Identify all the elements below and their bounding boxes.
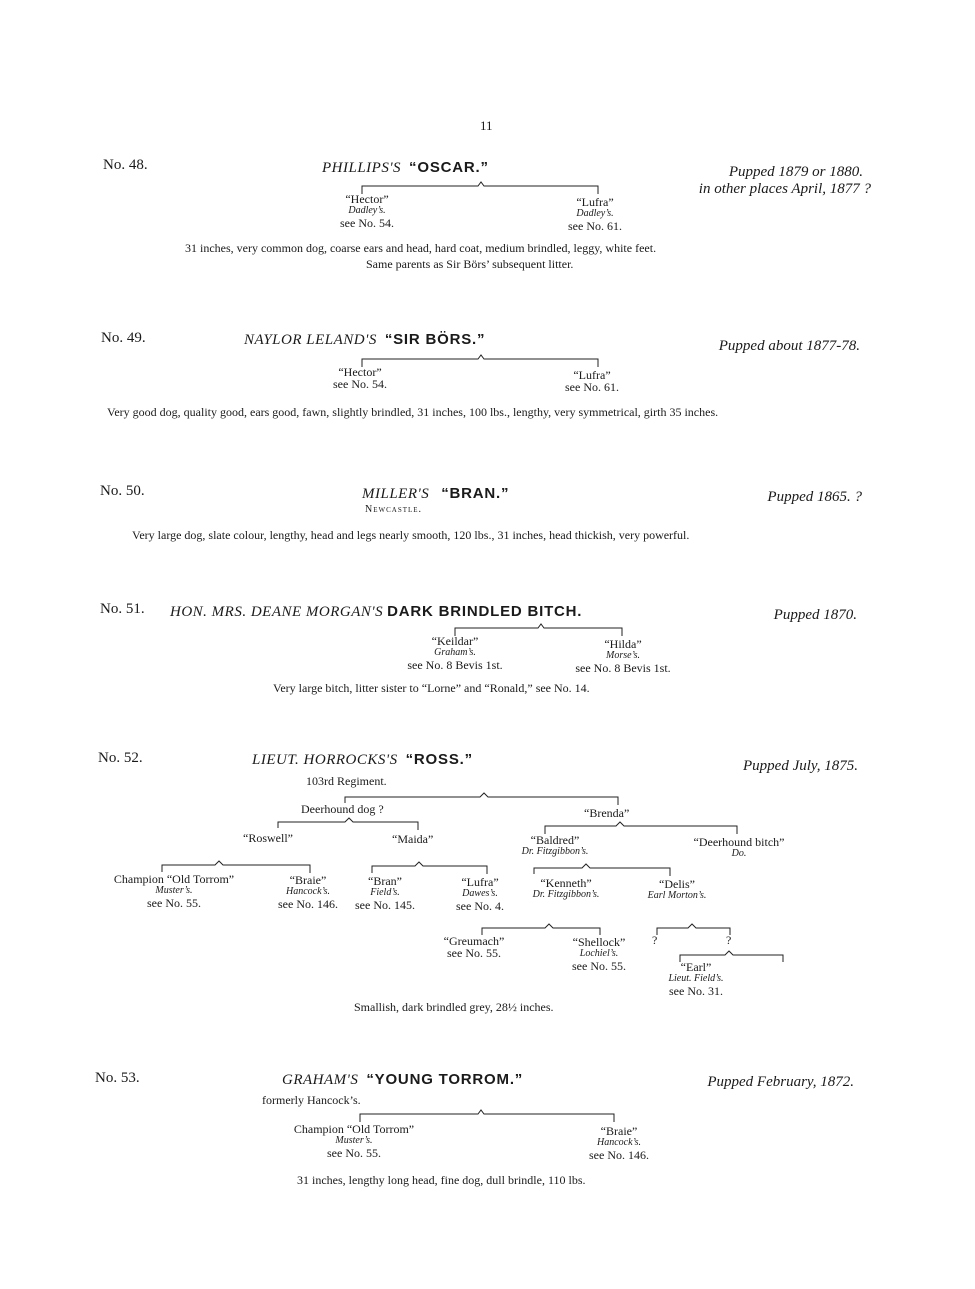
entry-51-dam-breeder: Morse’s. [606,650,640,661]
entry-48-sire-name: “Hector” [345,192,389,206]
entry-52-earl-breeder: Lieut. Field’s. [668,973,724,984]
entry-49-number: No. 49. [101,330,146,346]
entry-52-old-torrom-ref: see No. 55. [147,896,201,910]
entry-49-sire-ref: see No. 54. [333,377,387,391]
entry-53-dam [578,1125,660,1161]
entry-52-lufra-name: “Lufra” [461,875,499,889]
entry-48-sire-ref: see No. 54. [340,216,394,230]
entry-53-dam-name: “Braie” [600,1124,638,1138]
entry-52-delis-breeder: Earl Morton’s. [647,890,707,901]
brace-52-maida [372,862,487,874]
entry-49-description: Very good dog, quality good, ears good, fawn, slightly brindled, 31 inches, 100 lbs., lengthy, very symmetrical, girth 35 inches. [107,405,719,419]
entry-48-dam-name: “Lufra” [576,195,614,209]
brace-52-delis [657,924,730,935]
entry-49-title [244,331,485,349]
entry-52-baldred-breeder: Dr. Fitzgibbon’s. [521,846,589,857]
entry-48-description: 31 inches, very common dog, coarse ears and head, hard coat, medium brindled, leggy, white feet. [185,241,657,255]
entry-52-brenda: “Brenda” [584,806,630,820]
entry-53-formerly: formerly Hancock’s. [262,1093,361,1107]
entry-51-dam-ref: see No. 8 Bevis 1st. [575,661,671,675]
entry-48-dog-name: “OSCAR.” [409,159,489,176]
entry-52-delis [632,878,722,902]
entry-51-pupped: Pupped 1870. [773,607,857,623]
entry-52-shellock [560,936,638,972]
entry-52-lufra-breeder: Dawes’s. [462,888,498,899]
entry-52-bran-name: “Bran” [368,874,402,888]
entry-48-pupped: Pupped 1879 or 1880. [728,164,863,180]
entry-52-baldred [500,834,610,858]
entry-49-dam-name: “Lufra” [573,368,611,382]
entry-53-dam-ref: see No. 146. [589,1148,649,1162]
entry-52-kenneth-name: “Kenneth” [540,876,592,890]
entry-53-sire-breeder: Muster’s. [335,1135,373,1146]
entry-50-dog-name: “BRAN.” [441,485,510,502]
page-number: 11 [480,118,493,133]
entry-52-earl [650,961,742,997]
entry-53-owner: GRAHAM'S [282,1072,359,1088]
entry-52-kenneth [516,877,616,901]
entry-52-lufra [445,876,515,912]
entry-50-place: Newcastle. [365,504,423,515]
entry-53-dog-name: “YOUNG TORROM.” [366,1071,524,1088]
entry-49-pupped: Pupped about 1877-78. [718,338,860,354]
entry-52-title [252,751,473,769]
entry-52-bran-breeder: Field’s. [370,887,400,898]
entry-52-regiment: 103rd Regiment. [306,774,387,788]
entry-52-greumach-name: “Greumach” [443,934,505,948]
entry-48-dam [550,196,640,232]
entry-49-dam-ref: see No. 61. [565,380,619,394]
entry-52-braie [268,874,348,910]
entry-52-baldred-name: “Baldred” [530,833,580,847]
entry-49-sire-name: “Hector” [338,365,382,379]
entry-51-owner: HON. MRS. DEANE MORGAN'S [170,604,384,620]
entry-50-owner: MILLER'S [362,486,430,502]
entry-50-title [362,485,509,503]
entry-52-owner: LIEUT. HORROCKS'S [252,752,398,768]
entry-52-old-torrom-name: “Old Torrom” [166,872,235,886]
entry-52-deerhound-bitch [676,836,802,860]
entry-52-bran [348,875,422,911]
entry-49-dog-name: “SIR BÖRS.” [384,331,486,348]
entry-51-number: No. 51. [100,601,145,617]
entry-51-sire-ref: see No. 8 Bevis 1st. [407,658,503,672]
entry-52-pupped: Pupped July, 1875. [743,758,858,774]
entry-52-shellock-name: “Shellock” [572,935,626,949]
entry-52-old-torrom-prefix: Champion [113,872,164,886]
entry-52-kenneth-breeder: Dr. Fitzgibbon’s. [532,889,600,900]
brace-52-top [345,793,618,805]
entry-52-dog-name: “ROSS.” [405,751,473,768]
entry-53-sire-ref: see No. 55. [327,1146,381,1160]
entry-51-dam-name: “Hilda” [604,637,642,651]
entry-52-shellock-breeder: Lochiel’s. [579,948,619,959]
entry-48-owner: PHILLIPS'S [322,160,402,176]
entry-52-deerhound-bitch-breeder: Do. [731,848,747,859]
entry-51-dam [563,638,683,674]
entry-52-deerhound-dog: Deerhound dog ? [301,802,384,816]
entry-52-unknown-dam: ? [726,933,732,947]
entry-52-delis-name: “Delis” [659,877,695,891]
entry-49-owner: NAYLOR LELAND'S [244,332,377,348]
entry-48-dam-ref: see No. 61. [568,219,622,233]
entry-53-description: 31 inches, lengthy long head, fine dog, dull brindle, 110 lbs. [297,1173,586,1187]
entry-52-number: No. 52. [98,750,143,766]
entry-51-dog-name: DARK BRINDLED BITCH. [387,603,583,620]
entry-53-sire-name: “Old Torrom” [346,1122,415,1136]
entry-51-sire-name: “Keildar” [431,634,479,648]
brace-53 [360,1110,614,1122]
entry-52-maida: “Maida” [392,832,434,846]
entry-48-note: Same parents as Sir Börs’ subsequent litter. [366,257,574,271]
entry-52-braie-ref: see No. 146. [278,897,338,911]
entry-49-sire [320,366,400,390]
entry-51-title [170,603,582,621]
entry-50-pupped: Pupped 1865. ? [767,489,862,505]
entry-52-greumach-ref: see No. 55. [447,946,501,960]
entry-53-dam-breeder: Hancock’s. [597,1137,641,1148]
entry-50-description: Very large dog, slate colour, lengthy, head and legs nearly smooth, 120 lbs., 31 inches, head thickish, very powerful. [132,528,690,542]
entry-52-bran-ref: see No. 145. [355,898,415,912]
entry-52-greumach [430,935,518,959]
entry-52-braie-breeder: Hancock’s. [286,886,330,897]
entry-52-description: Smallish, dark brindled grey, 28½ inches. [354,1000,554,1014]
entry-48-dam-breeder: Dadley’s. [576,208,614,219]
entry-52-earl-name: “Earl” [680,960,712,974]
entry-51-sire [395,635,515,671]
entry-51-sire-breeder: Graham’s. [434,647,476,658]
entry-52-lufra-ref: see No. 4. [456,899,504,913]
entry-48-pupped-alt: in other places April, 1877 ? [698,181,871,197]
brace-52-baldred [534,864,670,876]
entry-53-pupped: Pupped February, 1872. [707,1074,854,1090]
entry-52-earl-ref: see No. 31. [669,984,723,998]
entry-48-number: No. 48. [103,157,148,173]
entry-53-sire [274,1123,434,1159]
entry-53-title [282,1071,523,1089]
entry-48-title [322,159,489,177]
entry-52-braie-name: “Braie” [289,873,327,887]
entry-52-shellock-ref: see No. 55. [572,959,626,973]
entry-48-sire [322,193,412,229]
entry-53-number: No. 53. [95,1070,140,1086]
entry-52-roswell: “Roswell” [243,831,293,845]
entry-51-description: Very large bitch, litter sister to “Lorne” and “Ronald,” see No. 14. [273,681,590,695]
entry-48-sire-breeder: Dadley’s. [348,205,386,216]
entry-53-sire-prefix: Champion [293,1122,344,1136]
entry-52-old-torrom-breeder: Muster’s. [155,885,193,896]
entry-52-unknown-sire: ? [652,933,658,947]
entry-52-deerhound-bitch-name: “Deerhound bitch” [693,835,785,849]
brace-52-deerhound [278,818,418,830]
entry-50-number: No. 50. [100,483,145,499]
entry-49-dam [552,369,632,393]
entry-52-old-torrom [96,873,252,909]
